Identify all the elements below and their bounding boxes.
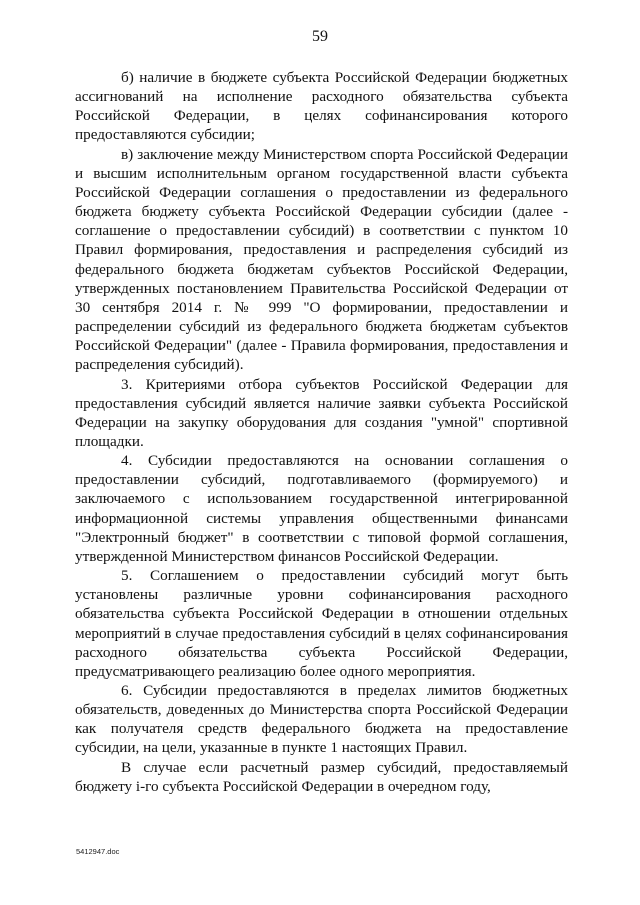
paragraph-6-budget-limits: 6. Субсидии предоставляются в пределах лимитов бюджетных обязательств, доведенных до Министерства спорта Российской Федерации как получателя средств федерального бюджета на предоставление субсидии, на цели, указанные в пункте 1 настоящих Правил.: [75, 682, 568, 757]
document-file-code: 5412947.doc: [76, 847, 120, 856]
paragraph-5-cofinancing-levels: 5. Соглашением о предоставлении субсидий могут быть установлены различные уровни софинансирования расходного обязательства субъекта Российской Федерации в отношении отдельных мероприятий в случае предоставления субсидий в целях софинансирования расходного обязательства субъекта Российской Федерации, предусматривающего реализацию более одного мероприятия.: [75, 567, 568, 680]
paragraph-3-selection-criteria: 3. Критериями отбора субъектов Российской Федерации для предоставления субсидий является наличие заявки субъекта Российской Федерации на закупку оборудования для создания "умной" спортивной площадки.: [75, 375, 568, 450]
paragraph-v-subsidy-agreement: в) заключение между Министерством спорта Российской Федерации и высшим исполнительным органом государственной власти субъекта Российской Федерации соглашения о предоставлении из федерального бюджета бюджету субъекта Российской Федерации субсидии (далее - соглашение о предоставлении субсидий) в соответствии с пунктом 10 Правил формирования, предоставления и распределения субсидий из федерального бюджета бюджетам субъектов Российской Федерации, утвержденных постановлением Правительства Российской Федерации от 30 сентября 2014 г. № 999 "О формировании, предоставлении и распределении субсидий из федерального бюджета бюджетам субъектов Российской Федерации" (далее - Правила формирования, предоставления и распределения субсидий).: [75, 145, 568, 374]
paragraph-4-agreement-basis: 4. Субсидии предоставляются на основании соглашения о предоставлении субсидий, подготавливаемого (формируемого) и заключаемого с использованием государственной интегрированной информационной системы управления общественными финансами "Электронный бюджет" в соответствии с типовой формой соглашения, утвержденной Министерством финансов Российской Федерации.: [75, 452, 568, 565]
paragraph-calculated-subsidy-size: В случае если расчетный размер субсидий, предоставляемый бюджету i-го субъекта Российской Федерации в очередном году,: [75, 758, 568, 795]
document-body: [75, 68, 568, 796]
page-number: 59: [312, 28, 328, 45]
paragraph-b-budget-allocations: б) наличие в бюджете субъекта Российской Федерации бюджетных ассигнований на исполнение расходного обязательства субъекта Российской Федерации, в целях софинансирования которого предоставляются субсидии;: [75, 69, 568, 144]
